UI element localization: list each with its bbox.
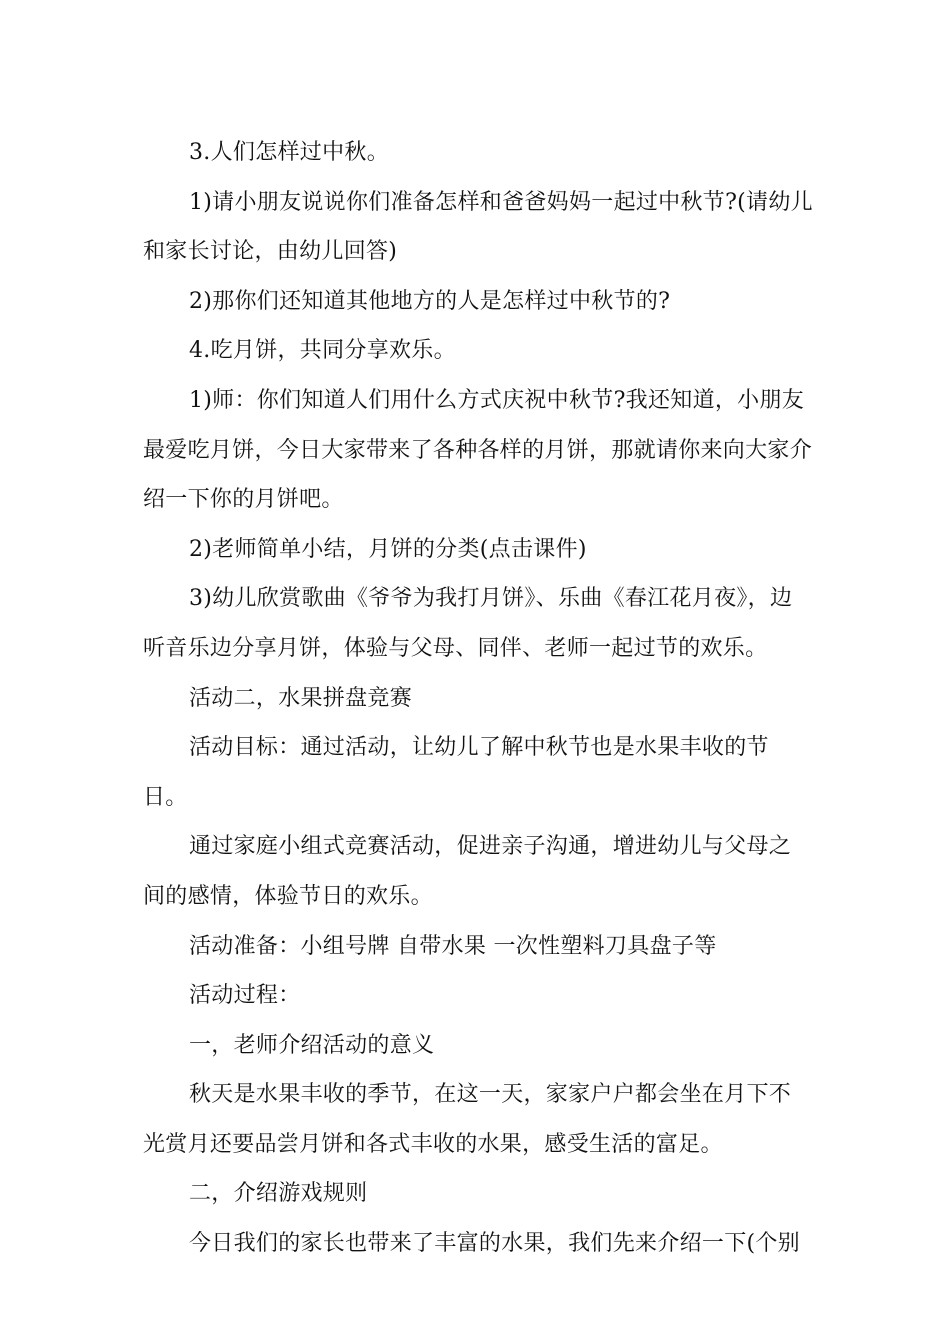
paragraph-activity-process: 活动过程： [189,983,301,1009]
section-heading-activity-two: 活动二，水果拼盘竞赛 [189,685,413,711]
document-body [143,128,813,1269]
paragraph-parents-fruit: 今日我们的家长也带来了丰富的水果，我们先来介绍一下(个别 [189,1231,800,1257]
paragraph-eat-mooncakes: 4.吃月饼，共同分享欢乐。 [189,338,456,364]
paragraph-teacher-summary: 2)老师简单小结，月饼的分类(点击课件) [189,536,587,562]
paragraph-teacher-question: 1)师：你们知道人们用什么方式庆祝中秋节?我还知道，小朋友最爱吃月饼，今日大家带来了各种各样的月饼，那就请你来向大家介绍一下你的月饼吧。 [143,387,813,513]
paragraph-step-two: 二，介绍游戏规则 [189,1181,368,1207]
paragraph-activity-prep: 活动准备：小组号牌 自带水果 一次性塑料刀具盘子等 [189,933,717,959]
paragraph-other-places: 2)那你们还知道其他地方的人是怎样过中秋节的? [189,288,671,314]
paragraph-autumn-harvest: 秋天是水果丰收的季节，在这一天，家家户户都会坐在月下不光赏月还要品尝月饼和各式丰收的水果，感受生活的富足。 [143,1082,792,1157]
paragraph-family-competition: 通过家庭小组式竞赛活动，促进亲子沟通，增进幼儿与父母之间的感情，体验节日的欢乐。 [143,834,792,909]
paragraph-how-to-celebrate: 3.人们怎样过中秋。 [189,140,389,165]
paragraph-music-sharing: 3)幼儿欣赏歌曲《爷爷为我打月饼》、乐曲《春江花月夜》，边听音乐边分享月饼，体验与父母、同伴、老师一起过节的欢乐。 [143,586,793,661]
paragraph-activity-goal: 活动目标：通过活动，让幼儿了解中秋节也是水果丰收的节日。 [143,735,769,810]
paragraph-step-one: 一，老师介绍活动的意义 [189,1032,435,1058]
paragraph-ask-children-plans: 1)请小朋友说说你们准备怎样和爸爸妈妈一起过中秋节?(请幼儿和家长讨论，由幼儿回答) [143,189,813,265]
